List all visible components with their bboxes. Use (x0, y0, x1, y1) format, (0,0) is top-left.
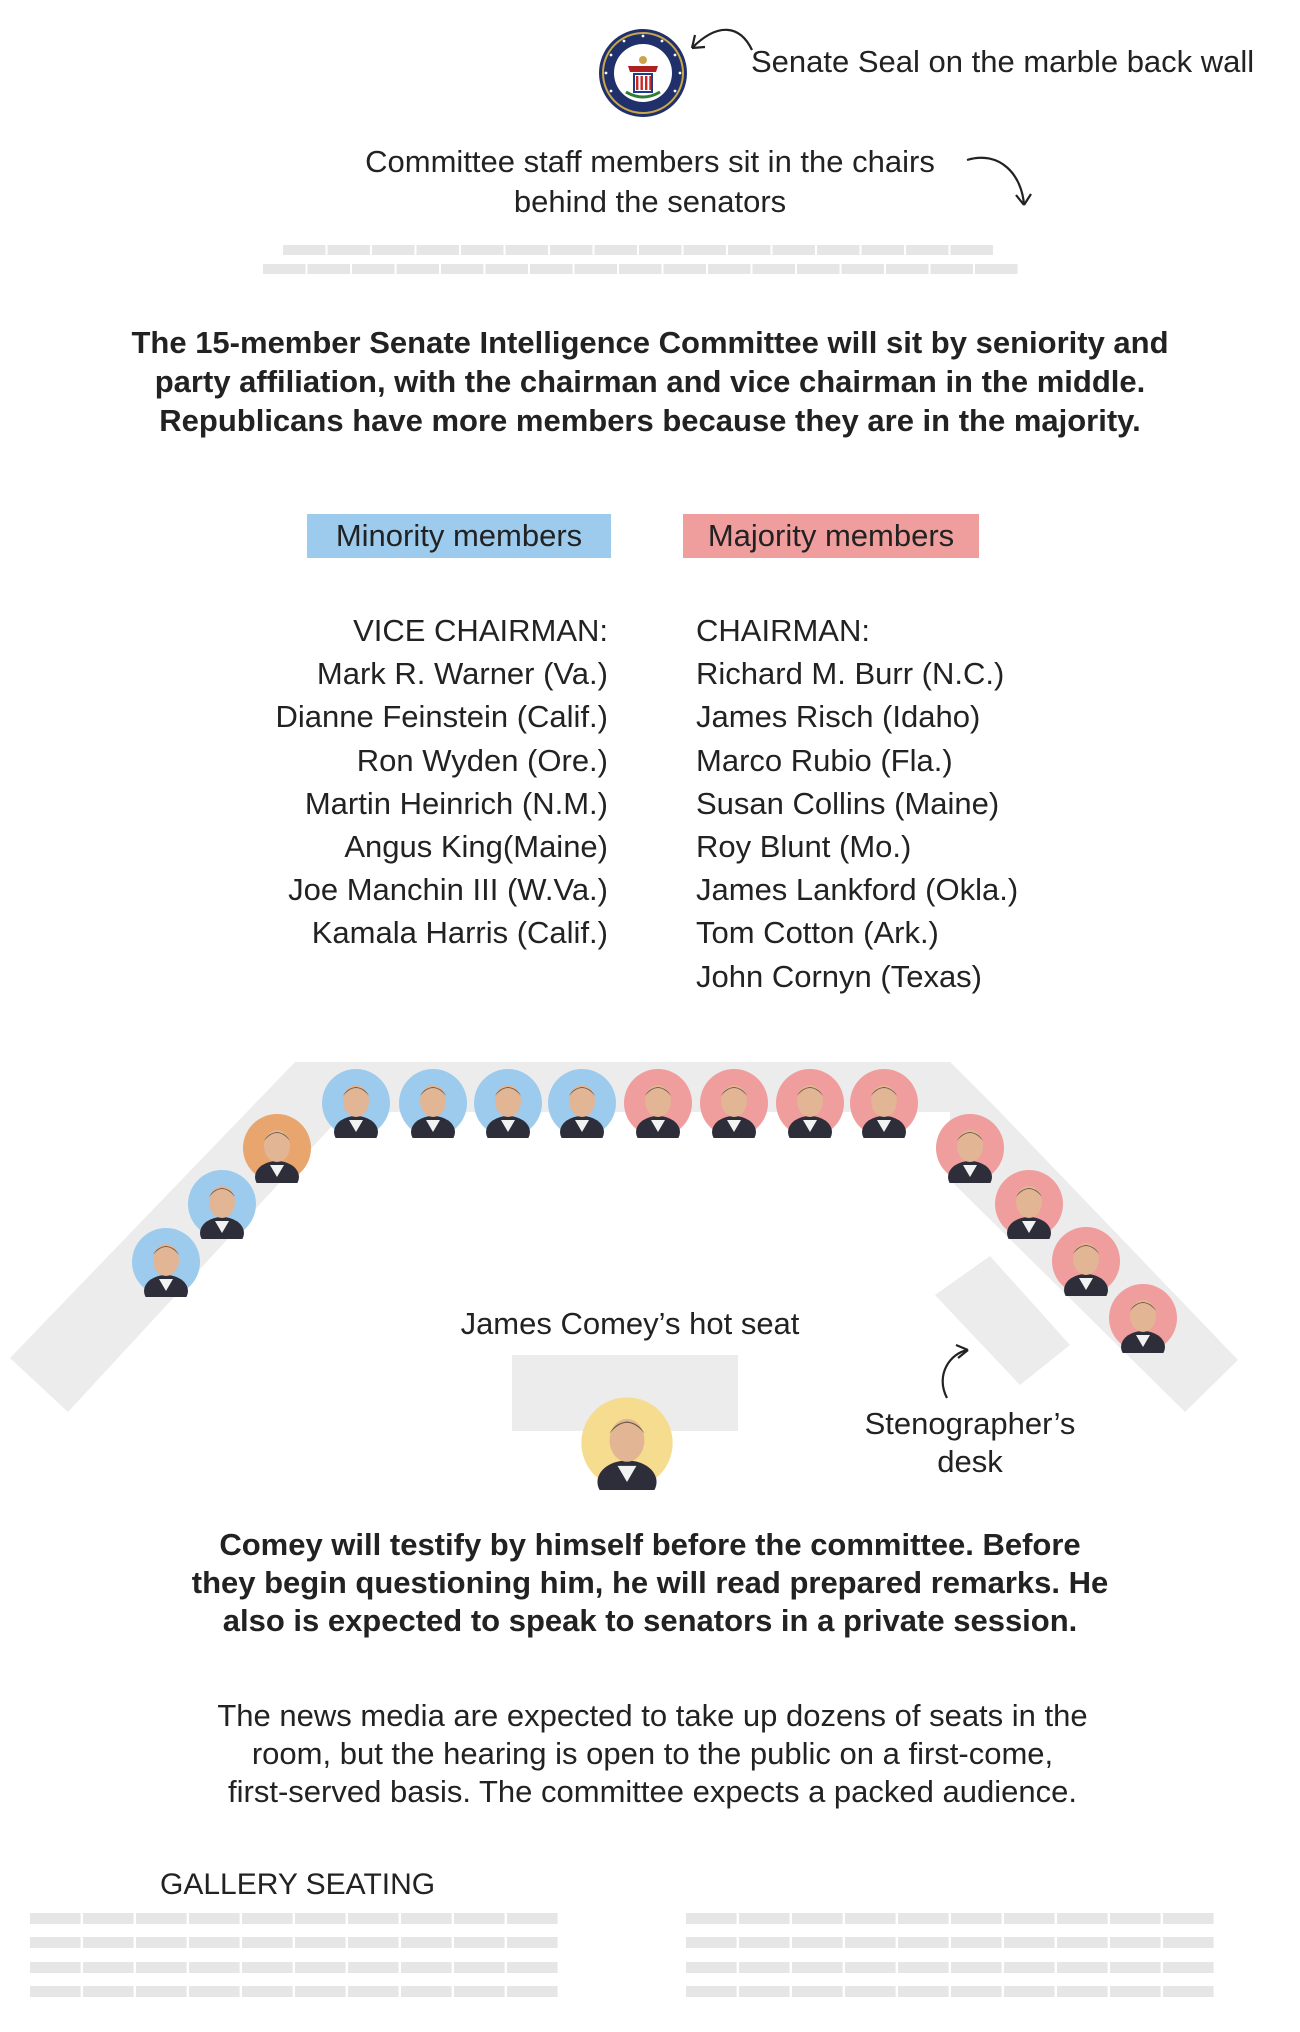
staff-chair (708, 264, 751, 274)
gallery-chair (507, 1962, 558, 1973)
gallery-chair (295, 1913, 346, 1924)
gallery-chair (189, 1937, 240, 1948)
gallery-chair (401, 1913, 452, 1924)
majority-row: Tom Cotton (Ark.) (696, 915, 939, 951)
senator-portrait-icon (398, 1068, 468, 1138)
staff-note (280, 142, 1020, 222)
gallery-chair (951, 1986, 1002, 1997)
staff-chair (372, 245, 415, 255)
gallery-chair (792, 1962, 843, 1973)
gallery-chair (1110, 1913, 1161, 1924)
staff-chairs (263, 245, 1018, 274)
senator-portrait-icon (849, 1068, 919, 1138)
staff-chair (664, 264, 707, 274)
minority-row: Ron Wyden (Ore.) (356, 742, 608, 778)
majority-row: Susan Collins (Maine) (696, 785, 1000, 821)
staff-chair (595, 245, 638, 255)
gallery-chair (686, 1986, 737, 1997)
gallery-chair (1110, 1986, 1161, 1997)
gallery-chair (401, 1962, 452, 1973)
majority-row: CHAIRMAN: (696, 613, 870, 648)
majority-tag: Majority members (683, 514, 979, 558)
gallery-chair (739, 1986, 790, 1997)
staff-chair (328, 245, 371, 255)
gallery-chair (189, 1986, 240, 1997)
gallery-chair (845, 1913, 896, 1924)
gallery-chair (242, 1986, 293, 1997)
intro-text (105, 323, 1195, 440)
gallery-chair (845, 1986, 896, 1997)
minority-row: Martin Heinrich (N.M.) (304, 785, 608, 821)
majority-list (696, 609, 1116, 998)
staff-chair (461, 245, 504, 255)
comey-note-line: Comey will testify by himself before the committee. Before (219, 1527, 1081, 1562)
gallery-chair (1004, 1962, 1055, 1973)
senator-portrait-icon (699, 1068, 769, 1138)
gallery-chair (83, 1913, 134, 1924)
gallery-chair (1057, 1913, 1108, 1924)
gallery-chair (189, 1962, 240, 1973)
staff-note-line: behind the senators (513, 184, 787, 219)
gallery-chair (348, 1962, 399, 1973)
staff-chair (263, 264, 306, 274)
staff-chair (951, 245, 994, 255)
comey-note-line: also is expected to speak to senators in a private session. (222, 1603, 1078, 1638)
seal-note: Senate Seal on the marble back wall (751, 44, 1255, 79)
staff-chair (441, 264, 484, 274)
comey-note-line: they begin questioning him, he will read prepared remarks. He (191, 1565, 1109, 1600)
staff-chair (397, 264, 440, 274)
media-note (170, 1697, 1135, 1811)
staff-note-line: Committee staff members sit in the chairs (365, 144, 935, 179)
gallery-chair (30, 1937, 81, 1948)
comey-note (160, 1526, 1140, 1640)
gallery-chair (136, 1962, 187, 1973)
staff-chair (308, 264, 351, 274)
staff-chair (352, 264, 395, 274)
gallery-chair (898, 1937, 949, 1948)
gallery-chair (739, 1913, 790, 1924)
stenographer-label-line: Stenographer’s (864, 1406, 1076, 1441)
gallery-chair (242, 1913, 293, 1924)
gallery-chair (295, 1937, 346, 1948)
gallery-chair (507, 1986, 558, 1997)
gallery-chair (951, 1962, 1002, 1973)
gallery-chair (739, 1937, 790, 1948)
senator-portrait-icon (1108, 1283, 1178, 1353)
gallery-chair (348, 1986, 399, 1997)
senator-portrait-icon (623, 1068, 693, 1138)
gallery-chair (295, 1962, 346, 1973)
gallery-chair (30, 1913, 81, 1924)
gallery-chair (792, 1937, 843, 1948)
senator-portrait-icon (473, 1068, 543, 1138)
minority-tag: Minority members (307, 514, 611, 558)
senator-portrait-icon (775, 1068, 845, 1138)
gallery-chair (898, 1913, 949, 1924)
senate-seal-icon (598, 28, 688, 118)
senator-portrait-icon (321, 1068, 391, 1138)
majority-row: Marco Rubio (Fla.) (696, 742, 953, 778)
staff-chair (842, 264, 885, 274)
gallery-seating (30, 1913, 1214, 1997)
gallery-chair (898, 1986, 949, 1997)
staff-chair (619, 264, 662, 274)
minority-row: Mark R. Warner (Va.) (316, 656, 608, 692)
gallery-chair (686, 1962, 737, 1973)
staff-chair (684, 245, 727, 255)
staff-chair (773, 245, 816, 255)
gallery-chair (1163, 1937, 1214, 1948)
gallery-label: GALLERY SEATING (160, 1868, 436, 1901)
intro-line: The 15-member Senate Intelligence Committee will sit by seniority and (131, 325, 1169, 360)
gallery-chair (189, 1913, 240, 1924)
staff-chair (906, 245, 949, 255)
seal-arrow (692, 30, 752, 50)
staff-chair (486, 264, 529, 274)
gallery-chair (1110, 1962, 1161, 1973)
minority-row: Kamala Harris (Calif.) (311, 915, 608, 951)
gallery-chair (454, 1913, 505, 1924)
gallery-chair (792, 1913, 843, 1924)
gallery-chair (507, 1913, 558, 1924)
gallery-chair (1004, 1937, 1055, 1948)
majority-row: Richard M. Burr (N.C.) (696, 656, 1005, 692)
gallery-chair (1004, 1913, 1055, 1924)
gallery-chair (136, 1913, 187, 1924)
staff-chair (639, 245, 682, 255)
staff-chair (530, 264, 573, 274)
gallery-chair (136, 1937, 187, 1948)
minority-list (190, 609, 608, 955)
minority-row: Dianne Feinstein (Calif.) (275, 699, 608, 735)
stenographer-arrow (943, 1345, 968, 1398)
gallery-chair (1163, 1986, 1214, 1997)
hotseat-label: James Comey’s hot seat (460, 1306, 800, 1341)
gallery-chair (1163, 1962, 1214, 1973)
gallery-chair (30, 1986, 81, 1997)
gallery-chair (454, 1986, 505, 1997)
staff-chair (753, 264, 796, 274)
gallery-chair (845, 1937, 896, 1948)
gallery-chair (898, 1962, 949, 1973)
gallery-chair (348, 1913, 399, 1924)
senator-portrait-icon (131, 1227, 201, 1297)
gallery-chair (242, 1962, 293, 1973)
gallery-chair (1163, 1913, 1214, 1924)
staff-chair (862, 245, 905, 255)
minority-row: Joe Manchin III (W.Va.) (288, 872, 608, 908)
staff-chair (931, 264, 974, 274)
gallery-chair (83, 1986, 134, 1997)
gallery-chair (30, 1962, 81, 1973)
media-note-line: first-served basis. The committee expects a packed audience. (228, 1774, 1077, 1809)
staff-chair (975, 264, 1018, 274)
senator-portrait-icon (547, 1068, 617, 1138)
stenographer-label-line: desk (937, 1444, 1003, 1479)
intro-line: Republicans have more members because they are in the majority. (159, 403, 1141, 438)
majority-row: James Risch (Idaho) (696, 699, 981, 735)
gallery-chair (454, 1962, 505, 1973)
gallery-chair (295, 1986, 346, 1997)
gallery-chair (792, 1986, 843, 1997)
gallery-chair (83, 1962, 134, 1973)
stenographer-label (850, 1405, 1090, 1481)
staff-chair (886, 264, 929, 274)
staff-chair (550, 245, 593, 255)
gallery-chair (136, 1986, 187, 1997)
staff-chair (417, 245, 460, 255)
staff-chair (283, 245, 326, 255)
gallery-chair (507, 1937, 558, 1948)
gallery-chair (1004, 1986, 1055, 1997)
gallery-chair (242, 1937, 293, 1948)
gallery-chair (739, 1962, 790, 1973)
minority-row: VICE CHAIRMAN: (353, 613, 608, 648)
gallery-chair (951, 1913, 1002, 1924)
witness-portrait-icon (580, 1396, 674, 1490)
gallery-chair (348, 1937, 399, 1948)
minority-row: Angus King(Maine) (344, 829, 608, 865)
staff-chair (575, 264, 618, 274)
gallery-chair (951, 1937, 1002, 1948)
gallery-chair (454, 1937, 505, 1948)
intro-line: party affiliation, with the chairman and vice chairman in the middle. (154, 364, 1146, 399)
majority-row: Roy Blunt (Mo.) (696, 829, 912, 865)
gallery-chair (401, 1937, 452, 1948)
gallery-chair (1057, 1962, 1108, 1973)
gallery-chair (83, 1937, 134, 1948)
majority-row: James Lankford (Okla.) (696, 872, 1019, 908)
staff-chair (506, 245, 549, 255)
staff-chair (797, 264, 840, 274)
gallery-chair (401, 1986, 452, 1997)
media-note-line: The news media are expected to take up dozens of seats in the (217, 1698, 1088, 1733)
staff-chair (817, 245, 860, 255)
media-note-line: room, but the hearing is open to the public on a first-come, (251, 1736, 1054, 1771)
gallery-chair (1110, 1937, 1161, 1948)
gallery-chair (1057, 1937, 1108, 1948)
gallery-chair (686, 1913, 737, 1924)
gallery-chair (1057, 1986, 1108, 1997)
staff-chair (728, 245, 771, 255)
majority-row: John Cornyn (Texas) (696, 958, 983, 994)
gallery-chair (686, 1937, 737, 1948)
gallery-chair (845, 1962, 896, 1973)
